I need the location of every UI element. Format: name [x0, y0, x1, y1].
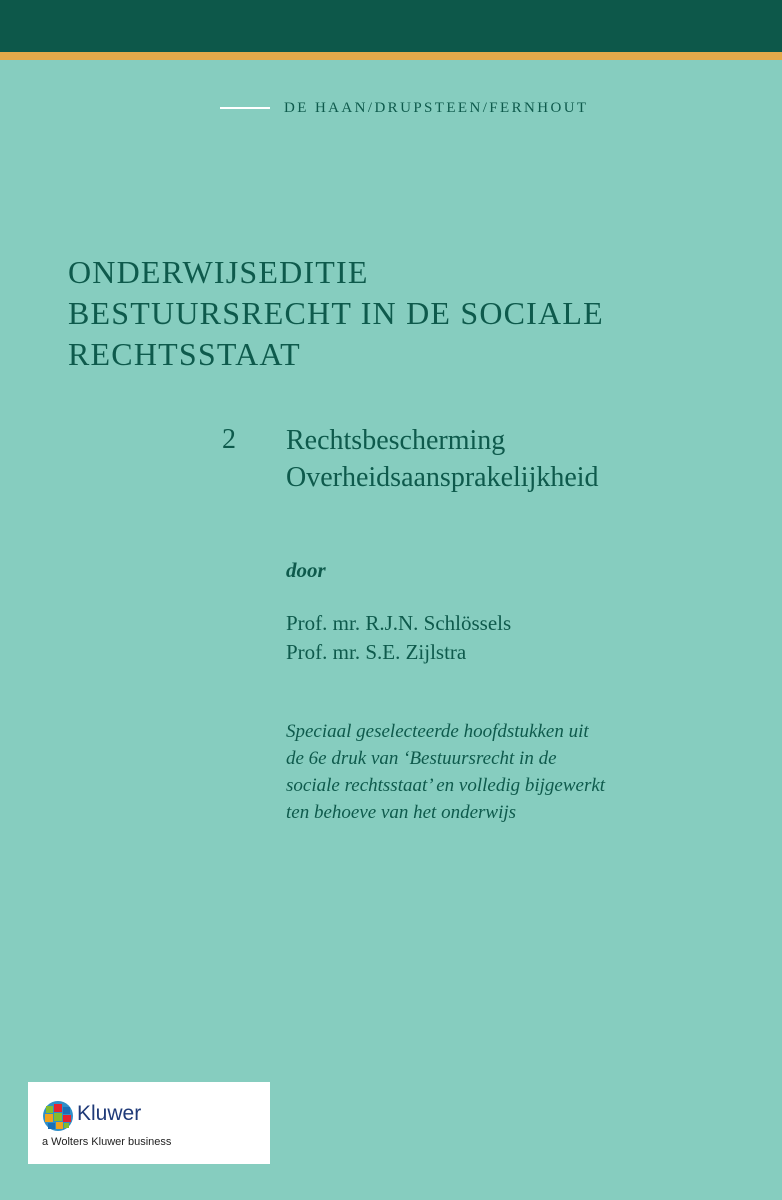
volume-title-line: Rechtsbescherming: [286, 425, 506, 456]
volume-title-line: Overheidsaansprakelijkheid: [286, 462, 599, 493]
authors-rule: [220, 107, 270, 109]
authors-row: [220, 96, 589, 120]
publisher-name: Kluwer: [77, 1102, 142, 1125]
publisher-logo-box: [28, 1082, 270, 1164]
book-title: [68, 252, 748, 375]
contributor: Prof. mr. R.J.N. Schlössels: [286, 611, 512, 635]
contributor: Prof. mr. S.E. Zijlstra: [286, 640, 467, 664]
title-line: BESTUURSRECHT IN DE SOCIALE: [68, 295, 604, 331]
accent-stripe: [0, 52, 782, 60]
volume-title: [286, 422, 599, 496]
description-line: sociale rechtsstaat’ en volledig bijgewerkt: [286, 775, 606, 796]
description-line: de 6e druk van ‘Bestuursrecht in de: [286, 748, 557, 769]
authors: DE HAAN/DRUPSTEEN/FERNHOUT: [284, 99, 589, 116]
kluwer-mosaic-icon: [42, 1100, 74, 1132]
description: [286, 718, 736, 826]
title-line: ONDERWIJSEDITIE: [68, 254, 369, 290]
by-label: door: [286, 558, 326, 582]
publisher-tagline: a Wolters Kluwer business: [42, 1136, 172, 1148]
title-line: RECHTSSTAAT: [68, 336, 301, 372]
volume-number: 2: [222, 424, 236, 455]
contributors: [286, 609, 511, 667]
description-line: Speciaal geselecteerde hoofdstukken uit: [286, 721, 589, 742]
top-band: [0, 0, 782, 52]
description-line: ten behoeve van het onderwijs: [286, 802, 517, 823]
